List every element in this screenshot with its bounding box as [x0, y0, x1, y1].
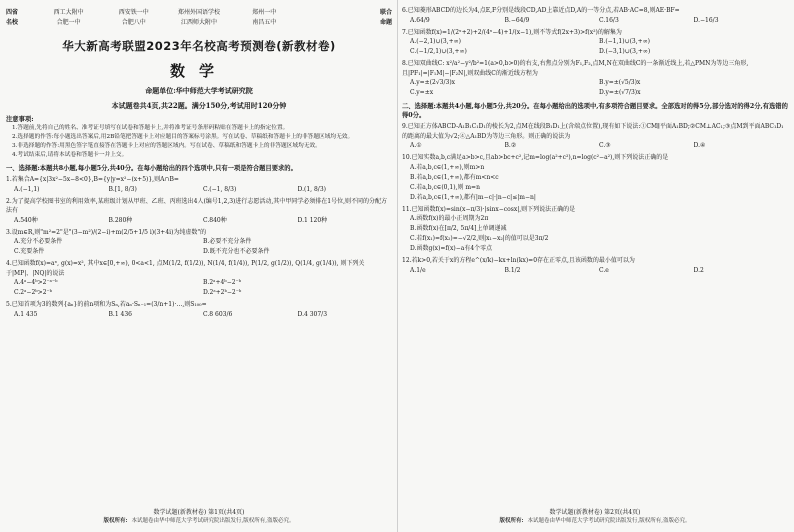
answer-option: A.充分不必要条件 — [14, 238, 63, 245]
school-name: 合肥八中 — [121, 19, 146, 26]
left-page — [6, 4, 392, 528]
answer-option: B.必要不充分条件 — [203, 238, 252, 245]
school-header — [6, 8, 392, 28]
answer-option: D.若a,b,c∈(1,+∞),都有|m−c|·|n−c|≤|m−n| — [410, 193, 536, 201]
answer-option: B.② — [504, 142, 517, 149]
exam-title: 华大新高考联盟2023年名校高考预测卷(新教材卷) — [62, 39, 336, 53]
answer-option: D.(−3,1)∪(3,+∞) — [599, 48, 651, 55]
copyright-text: 本试题卷由华中师范大学考试研究院出版发行,版权所有,盗版必究。 — [131, 518, 295, 524]
school-name — [297, 8, 362, 18]
answer-options — [6, 310, 392, 320]
answer-option: B.2ᵃ+4ᵇ−2⁻ᵇ — [203, 279, 242, 286]
school-name: 西安铁一中 — [118, 9, 149, 16]
page-number: 数学试题(新教材卷) 第2页(共4页) — [549, 509, 641, 516]
answer-option: C.8 603/6 — [203, 310, 233, 318]
answer-option: C.(−1/2,1)∪(3,+∞) — [410, 48, 467, 55]
answer-option: A.(−2,1)∪(3,+∞) — [410, 38, 461, 45]
answer-option: A.64/9 — [410, 16, 430, 24]
page-divider — [397, 0, 398, 532]
copyright-label: 版权所有: — [499, 518, 524, 524]
answer-option: D.(1, 8/3) — [297, 185, 326, 193]
answer-option: B.280种 — [108, 216, 133, 224]
answer-option: A.① — [410, 142, 422, 149]
answer-options — [402, 163, 788, 203]
answer-option: B.1/2 — [504, 266, 521, 274]
answer-option: C.2ᵃ−2ᵇ>2⁻ᵇ — [14, 289, 53, 296]
question-stem: 3.设m∈R,则"m²=2"是"(3−m²)/(2−i)+m(2/5+1/5 i)(3+4i)为纯虚数"的 — [6, 228, 207, 236]
answer-option: B.[1, 8/3) — [108, 185, 137, 193]
subject-title: 数学 — [169, 62, 228, 80]
answer-option: D.函数g(x)=f(x)−a有4个零点 — [410, 245, 493, 252]
school-name — [297, 18, 362, 28]
answer-option: D.4 307/3 — [297, 310, 328, 318]
copyright-label: 版权所有: — [103, 518, 128, 524]
answer-option: C.y=±x — [410, 89, 434, 96]
section-one-heading: 一、选择题:本题共8小题,每小题5分,共40分。在每小题给出的四个选项中,只有一项是符合题目要求的。 — [6, 165, 297, 172]
answer-option: A.4ᵃ−4ᵇ>2⁻ᵃ⁻ᵇ — [14, 279, 58, 286]
answer-option: B.−64/9 — [504, 16, 530, 24]
answer-options — [6, 216, 392, 226]
answer-option: A.y=±(2√3/3)x — [410, 79, 456, 86]
answer-options — [6, 278, 392, 298]
answer-options — [402, 214, 788, 254]
answer-option: A.1 435 — [14, 310, 38, 318]
answer-option: A.1/e — [410, 266, 426, 274]
header-right-label-1: 联合 — [379, 9, 392, 16]
copyright-line — [6, 517, 392, 526]
answer-option: C.840种 — [203, 216, 227, 224]
question-stem: 9.已知正方体ABCD-A₁B₁C₁D₁的棱长为2,点M在线段B₁D₁上(含端点位置),现有如下说法:①CM∥平面A₁BD;②CM⊥AC₁;③点M到平面ABC₁D₁的距离的最大值为√2;④△A₁BD为等边三角形。则正确的说法为 — [402, 123, 784, 140]
left-footer — [6, 508, 392, 526]
question-stem: 10.已知实数a,b,c满足a>b>c,且ab>bc+c²,记m=log(a²+c²),n=log(c²−a²),则下列说法正确的是 — [402, 154, 669, 161]
exam-info-line: 本试题卷共4页,共22题。满分150分,考试用时120分钟 — [111, 101, 287, 110]
page-number: 数学试题(新教材卷) 第1页(共4页) — [153, 509, 245, 516]
answer-option: C.若a,b,c∈(0,1),则 m=n — [410, 183, 480, 191]
answer-options — [402, 266, 788, 276]
answer-options — [402, 37, 788, 57]
question-stem: 5.已知首项为3的数列{aₙ}的前n项和为Sₙ,若aₙ·Sₙ₋₁=(3/n+1)·…,则S₁₀₀= — [6, 301, 207, 308]
school-name: 郑州一中 — [252, 9, 277, 16]
answer-options — [402, 78, 788, 98]
answer-option: C.充要条件 — [14, 248, 45, 255]
copyright-text: 本试题卷由华中师范大学考试研究院出版发行,版权所有,盗版必究。 — [527, 518, 691, 524]
answer-option: B.函数f(x)在[π/2, 5π/4]上单调递减 — [410, 225, 507, 232]
question-stem: 6.已知菱形ABCD的边长为4,点E,F分别是线段CD,AD上靠近点D,A的一等分点,若AB·AC=8,则AE·BF= — [402, 7, 680, 14]
notice-heading: 注意事项: — [6, 116, 34, 123]
answer-option: A.函数f(x)的最小正周期为2π — [410, 215, 489, 222]
publisher-line: 命题单位:华中师范大学考试研究院 — [145, 86, 253, 95]
notice-item: 4.考试结束后,请将本试卷和答题卡一并上交。 — [12, 152, 128, 158]
copyright-line — [402, 517, 788, 526]
section-heading: 二、选择题:本题共4小题,每小题5分,共20分。在每小题给出的选项中,有多项符合题目要求。全部选对的得5分,部分选对的得2分,有选错的得0分。 — [402, 103, 788, 119]
answer-option: C.③ — [599, 142, 611, 149]
left-question-list — [6, 175, 392, 320]
school-name: 合肥一中 — [56, 19, 81, 26]
notice-item: 1.答题前,先将自己的姓名、准考证号填写在试卷和答题卡上,并将准考证号条形码粘贴在答题卡上的指定位置。 — [12, 125, 289, 131]
answer-options — [6, 185, 392, 195]
question-stem: 8.已知双曲线C: x²/a²−y²/b²=1(a>0,b>0)的右支,右焦点分别为F₁,F₂,点M,N在双曲线C的一条渐近线上,若△PMN为等边三角形,且|PF₁|=|F₁M|−|F₂N|,则双曲线C的渐近线方程为 — [402, 60, 749, 77]
answer-option: D.−16/3 — [693, 16, 719, 24]
question-stem: 1.若集合A={x|3x²−5x−8<0},B={y|y=x²−(x+5)},则A∩B= — [6, 176, 179, 183]
header-left-label-2: 名校 — [6, 19, 19, 26]
answer-option: D.y=±(√7/3)x — [599, 89, 641, 96]
answer-options — [6, 237, 392, 257]
answer-option: C.(−1, 8/3) — [203, 185, 237, 193]
notice-item: 3.非选择题的作答:用黑色签字笔直接答在答题卡上对应的答题区域内。写在试卷、草稿纸和答题卡上的非答题区域均无效。 — [12, 143, 321, 149]
answer-option: B.1 436 — [108, 310, 132, 318]
school-name: 江西师大附中 — [180, 19, 217, 26]
school-name: 西工大附中 — [53, 9, 84, 16]
question-stem: 2.为了提高学校图书室的利用效率,某班级计划从甲班、乙班、丙班选出4人(编号1,2,3)进行志愿活动,其中甲同学必须排在1号位,则不同的分配方法有 — [6, 197, 388, 214]
answer-option: D.④ — [693, 142, 706, 149]
header-left-label-1: 四省 — [6, 9, 19, 16]
school-name: 郑州外国语学校 — [177, 9, 220, 16]
header-right-label-2: 命题 — [379, 19, 392, 26]
answer-option: A.(−1,1) — [14, 185, 40, 193]
question-stem: 11.已知函数f(x)=sin(x−π/3)·|sinx−cosx|,则下列说法正确的是 — [402, 205, 576, 213]
answer-options — [402, 141, 788, 151]
answer-option: C.e — [599, 266, 609, 274]
answer-option: D.1 120种 — [297, 216, 328, 224]
right-question-list — [402, 6, 788, 276]
question-stem: 7.已知函数f(x)=1/(2ˣ+2)+2/(4ˣ−4)+1/(x−1),则不等式f(2x+3)>f(x²)的解集为 — [402, 28, 622, 36]
answer-option: B.(−1,1)∪(3,+∞) — [599, 38, 651, 45]
answer-option: C.16/3 — [599, 16, 619, 24]
answer-option: C.若f(x₁)=f(x₂)=−√2/2,则|x₁−x₂|的值可以是3π/2 — [410, 235, 549, 242]
answer-option: D.既不充分也不必要条件 — [203, 248, 270, 255]
question-stem: 4.已知函数f(x)=aˣ, g(x)=x², 其中x∈[0,+∞), 0<a<1, 点M(1/2, f(1/2)), N(1/4, f(1/4)), P(1/2, g(1/2)), Q(1/4, g(1/4)), 则下列关于|MP|、|NQ|的说法 — [6, 260, 365, 277]
right-page — [402, 4, 788, 528]
right-footer — [402, 508, 788, 526]
answer-option: A.若a,b,c∈(1,+∞),则m>n — [410, 163, 485, 171]
answer-option: B.y=±(√5/3)x — [599, 79, 641, 86]
question-stem: 12.若k>0,若关于x的方程e^(x/k)−kx+ln(kx)=0存在正零点,且该函数的最小值可以为 — [402, 257, 635, 264]
answer-option: A.540种 — [14, 216, 38, 224]
answer-option: D.2ᵃ+2ᵇ−2⁻ᵇ — [203, 289, 242, 296]
answer-options — [402, 16, 788, 26]
school-name: 南昌五中 — [252, 19, 277, 26]
notice-item: 2.选择题的作答:每小题选出答案后,用2B铅笔把答题卡上对应题目的答案标号涂黑。写在试卷、草稿纸和答题卡上的非答题区域均无效。 — [12, 134, 354, 140]
answer-option: D.2 — [693, 266, 704, 274]
answer-option: B.若a,b,c∈(1,+∞),都有m<n<c — [410, 173, 499, 181]
